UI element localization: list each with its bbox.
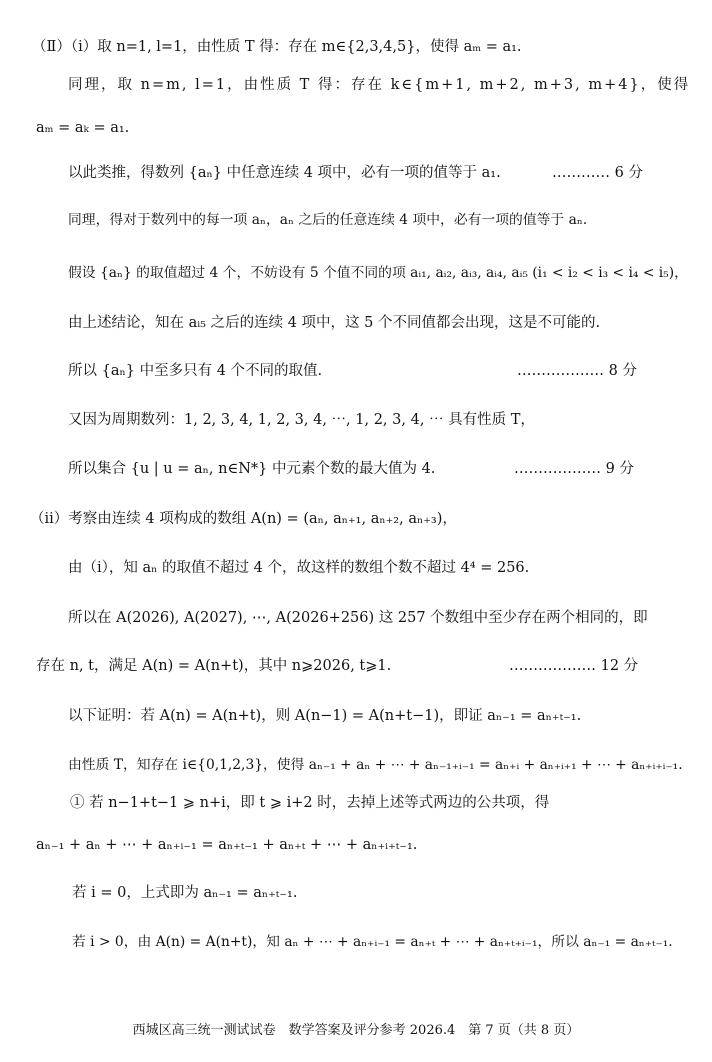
text-line-18: aₙ₋₁ + aₙ + ⋯ + aₙ₊ᵢ₋₁ = aₙ₊ₜ₋₁ + aₙ₊ₜ + ⋯ + aₙ₊ᵢ₊ₜ₋₁. [36,837,418,853]
text-line-3: aₘ = aₖ = a₁. [36,120,130,136]
score-6: ………… 6 分 [552,165,643,181]
score-8: ……………… 8 分 [517,363,637,379]
text-line-1: （Ⅱ）（ⅰ）取 n=1, l=1，由性质 T 得：存在 m∈{2,3,4,5}，使得 aₘ = a₁. [32,39,522,55]
text-line-14: 存在 n, t，满足 A(n) = A(n+t)，其中 n⩾2026, t⩾1. [36,658,392,674]
text-line-13: 所以在 A(2026), A(2027), ⋯, A(2026+256) 这 257 个数组中至少存在两个相同的，即 [68,610,648,626]
text-line-7: 由上述结论，知在 aᵢ₅ 之后的连续 4 项中，这 5 个不同值都会出现，这是不可能的. [68,315,601,331]
text-line-6: 假设 {aₙ} 的取值超过 4 个，不妨设有 5 个值不同的项 aᵢ₁, aᵢ₂, aᵢ₃, aᵢ₄, aᵢ₅ (i₁ < i₂ < i₃ < i₄ < i₅)， [68,265,688,281]
text-line-8: 所以 {aₙ} 中至多只有 4 个不同的取值. [68,363,323,379]
text-line-4: 以此类推，得数列 {aₙ} 中任意连续 4 项中，必有一项的值等于 a₁. [68,165,501,181]
text-line-17: ① 若 n−1+t−1 ⩾ n+i，即 t ⩾ i+2 时，去掉上述等式两边的公共项，得 [70,795,550,811]
text-line-5: 同理，得对于数列中的每一项 aₙ，aₙ 之后的任意连续 4 项中，必有一项的值等于 aₙ. [68,212,588,228]
score-12: ……………… 12 分 [509,658,639,674]
page-footer: 西城区高三统一测试试卷 数学答案及评分参考 2026.4 第 7 页（共 8 页） [132,1023,580,1038]
text-line-9: 又因为周期数列：1, 2, 3, 4, 1, 2, 3, 4, ⋯, 1, 2, 3, 4, ⋯ 具有性质 T， [68,412,535,428]
text-line-11: （ⅱ）考察由连续 4 项构成的数组 A(n) = (aₙ, aₙ₊₁, aₙ₊₂, aₙ₊₃)， [30,511,457,527]
text-line-10: 所以集合 {u | u = aₙ, n∈N*} 中元素个数的最大值为 4. [68,461,436,477]
score-9: ……………… 9 分 [514,461,634,477]
text-line-12: 由（ⅰ），知 aₙ 的取值不超过 4 个，故这样的数组个数不超过 4⁴ = 256. [68,560,530,576]
text-line-16: 由性质 T，知存在 i∈{0,1,2,3}，使得 aₙ₋₁ + aₙ + ⋯ + aₙ₋₁₊ᵢ₋₁ = aₙ₊ᵢ + aₙ₊ᵢ₊₁ + ⋯ + aₙ₊ᵢ₊ᵢ₋₁. [68,757,683,773]
text-line-20: 若 i > 0，由 A(n) = A(n+t)，知 aₙ + ⋯ + aₙ₊ᵢ₋₁ = aₙ₊ₜ + ⋯ + aₙ₊ₜ₊ᵢ₋₁，所以 aₙ₋₁ = aₙ₊ₜ₋₁. [72,934,673,950]
text-line-15: 以下证明：若 A(n) = A(n+t)，则 A(n−1) = A(n+t−1)，即证 aₙ₋₁ = aₙ₊ₜ₋₁. [68,708,582,724]
text-line-2: 同理，取 n=m, l=1，由性质 T 得：存在 k∈{m+1, m+2, m+3, m+4}，使得 [68,77,691,93]
text-line-19: 若 i = 0，上式即为 aₙ₋₁ = aₙ₊ₜ₋₁. [72,885,298,901]
